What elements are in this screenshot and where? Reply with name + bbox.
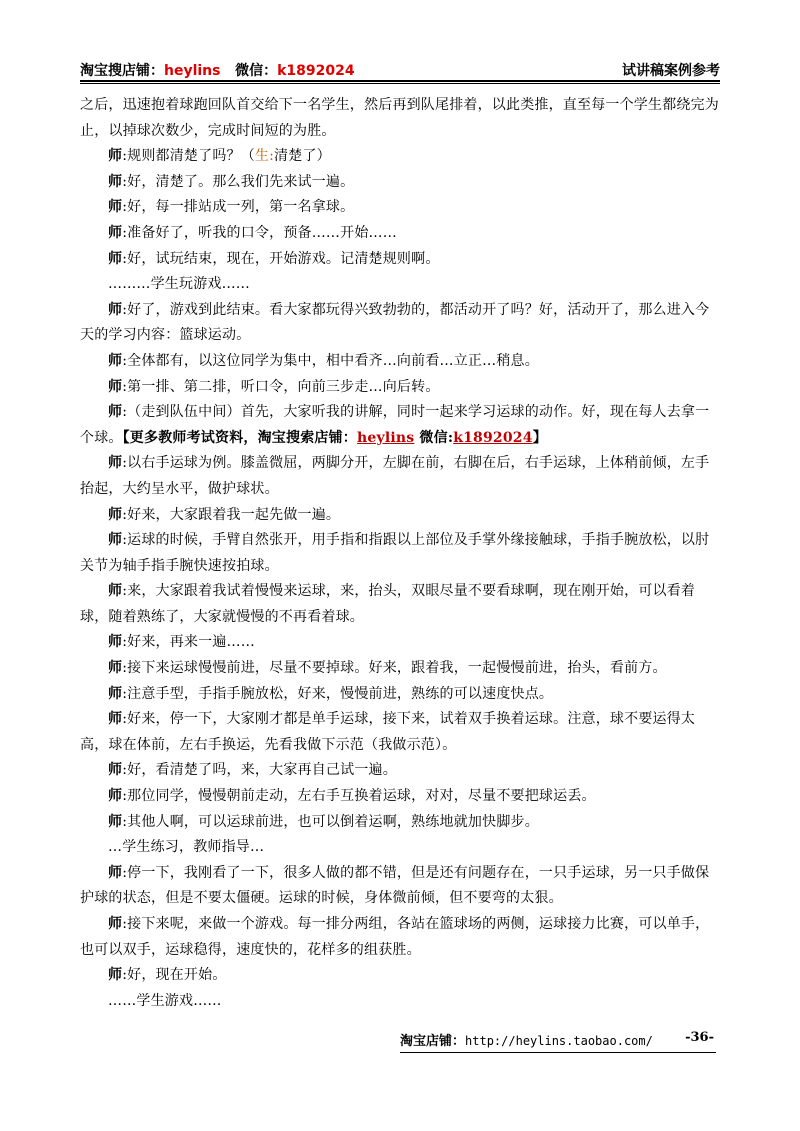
ad-wechat-link[interactable]: k1892024 — [453, 429, 533, 446]
page-number: -36- — [685, 1030, 714, 1045]
paragraph-text: :好了，游戏到此结束。看大家都玩得兴致勃勃的，都活动开了吗？好，活动开了，那么进入今天的学习内容：篮球运动。 — [80, 301, 710, 344]
footer-rule — [400, 1052, 716, 1053]
speaker-label: 师 — [108, 583, 123, 600]
paragraph — [80, 400, 720, 451]
paragraph — [80, 630, 720, 656]
paragraph-text: :好，试玩结束，现在，开始游戏。记清楚规则啊。 — [122, 250, 440, 267]
ad-text: 【更多教师考试资料，淘宝搜索店铺： — [122, 429, 358, 446]
paragraph — [80, 758, 720, 784]
paragraph-text: :规则都清楚了吗？（ — [122, 148, 255, 165]
paragraph-text: :好，现在开始。 — [122, 967, 227, 984]
paragraph — [80, 912, 720, 963]
paragraph — [80, 989, 720, 1015]
paragraph — [80, 861, 720, 912]
paragraph — [80, 298, 720, 349]
paragraph — [80, 835, 720, 861]
speaker-label: 师 — [108, 788, 123, 805]
speaker-label: 师 — [108, 455, 123, 472]
paragraph-text: :好，每一排站成一列，第一名拿球。 — [122, 199, 355, 216]
header-shop-info — [80, 60, 355, 80]
paragraph — [80, 93, 720, 144]
paragraph — [80, 656, 720, 682]
speaker-label: 师 — [108, 301, 123, 318]
header-wechat-label: 微信： — [235, 63, 278, 79]
paragraph-text: :那位同学，慢慢朝前走动，左右手互换着运球，对对，尽量不要把球运丢。 — [122, 788, 596, 805]
paragraph — [80, 144, 720, 170]
speaker-label: 师 — [108, 148, 123, 165]
student-label: 生: — [254, 148, 275, 165]
page-footer — [400, 1030, 720, 1050]
header-rule-thick — [80, 80, 720, 82]
ad-shop-link[interactable]: heylins — [357, 429, 415, 446]
paragraph-text: …学生练习，教师指导… — [108, 839, 265, 856]
paragraph-text: :接下来呢，来做一个游戏。每一排分两组，各站在篮球场的两侧，运球接力比赛，可以单手，也可以双手，运球稳得，速度快的，花样多的组获胜。 — [80, 916, 710, 958]
page-header — [80, 58, 720, 80]
ad-text: 微信: — [414, 429, 454, 446]
paragraph-text: :接下来运球慢慢前进，尽量不要掉球。好来，跟着我，一起慢慢前进，抬头，看前方。 — [122, 660, 667, 677]
paragraph — [80, 170, 720, 196]
speaker-label: 师 — [108, 634, 123, 651]
paragraph — [80, 451, 720, 502]
paragraph — [80, 528, 720, 579]
speaker-label: 师 — [108, 813, 123, 830]
paragraph-text: :以右手运球为例。膝盖微屈，两脚分开，左脚在前，右脚在后，右手运球，上体稍前倾，左手抬起，大约呈水平，做护球状。 — [80, 455, 710, 497]
paragraph — [80, 349, 720, 375]
paragraph-text: :全体都有，以这位同学为集中，相中看齐…向前看…立正…稍息。 — [122, 352, 539, 369]
header-shop-label: 淘宝搜店铺： — [80, 63, 164, 79]
paragraph — [80, 375, 720, 401]
speaker-label: 师 — [108, 967, 123, 984]
paragraph-text: ………学生玩游戏…… — [108, 276, 250, 293]
paragraph-text: :来，大家跟着我试着慢慢来运球，来，抬头，双眼尽量不要看球啊，现在刚开始，可以看着球，随着熟练了，大家就慢慢的不再看着球。 — [80, 583, 696, 625]
speaker-label: 师 — [108, 199, 123, 216]
paragraph-text: 之后，迅速抱着球跑回队首交给下一名学生，然后再到队尾排着，以此类推，直至每一个学生都绕完为止，以掉球次数少，完成时间短的为胜。 — [80, 97, 719, 139]
speaker-label: 师 — [108, 660, 123, 677]
paragraph — [80, 579, 720, 630]
speaker-label: 师 — [108, 378, 123, 395]
speaker-label: 师 — [108, 711, 123, 728]
paragraph-text: :好来，停一下，大家刚才都是单手运球，接下来，试着双手换着运球。注意，球不要运得太高，球在体前，左右手换运，先看我做下示范（我做示范）。 — [80, 711, 696, 753]
speaker-label: 师 — [108, 404, 123, 421]
paragraph-text: 清楚了） — [274, 148, 331, 165]
speaker-label: 师 — [108, 864, 123, 881]
speaker-label: 师 — [108, 762, 123, 779]
paragraph-text: ……学生游戏…… — [108, 992, 222, 1009]
paragraph-text: :好，清楚了。那么我们先来试一遍。 — [122, 173, 355, 190]
paragraph — [80, 195, 720, 221]
paragraph-text: :运球的时候，手臂自然张开，用手指和指跟以上部位及手掌外缘接触球，手指手腕放松，以肘关节为轴手指手腕快速按拍球。 — [80, 532, 710, 574]
header-rule-thin — [80, 83, 720, 84]
speaker-label: 师 — [108, 532, 123, 549]
paragraph — [80, 247, 720, 273]
paragraph — [80, 503, 720, 529]
header-wechat-id: k1892024 — [277, 63, 355, 79]
ad-text: 】 — [532, 429, 547, 446]
paragraph-text: :第一排、第二排，听口令，向前三步走…向后转。 — [122, 378, 440, 395]
paragraph — [80, 221, 720, 247]
footer-label: 淘宝店铺： — [400, 1034, 466, 1049]
speaker-label: 师 — [108, 685, 123, 702]
speaker-label: 师 — [108, 224, 123, 241]
paragraph-text: :停一下，我刚看了一下，很多人做的都不错，但是还有问题存在，一只手运球，另一只手做保护球的状态，但是不要太僵硬。运球的时候，身体微前倾，但不要弯的太狠。 — [80, 864, 710, 907]
paragraph — [80, 810, 720, 836]
paragraph-text: :注意手型，手指手腕放松，好来，慢慢前进，熟练的可以速度快点。 — [122, 685, 554, 702]
paragraph — [80, 682, 720, 708]
paragraph — [80, 707, 720, 758]
paragraph-text: :准备好了，听我的口令，预备……开始…… — [122, 224, 397, 241]
paragraph-text: :（走到队伍中间）首先，大家听我的讲解，同时一起来学习运球的动作。好，现在每人去拿一个球。 — [80, 404, 710, 446]
speaker-label: 师 — [108, 916, 123, 932]
speaker-label: 师 — [108, 173, 123, 190]
speaker-label: 师 — [108, 506, 123, 523]
header-title: 试讲稿案例参考 — [622, 63, 720, 79]
speaker-label: 师 — [108, 250, 123, 267]
paragraph-text: :其他人啊，可以运球前进，也可以倒着运啊，熟练地就加快脚步。 — [122, 813, 539, 830]
paragraph-text: :好来，再来一遍…… — [122, 634, 255, 651]
paragraph — [80, 784, 720, 810]
document-body — [80, 93, 720, 1014]
speaker-label: 师 — [108, 352, 123, 369]
footer-shop-link[interactable]: http://heylins.taobao.com/ — [465, 1034, 653, 1048]
paragraph — [80, 272, 720, 298]
paragraph — [80, 963, 720, 989]
header-shop-name: heylins — [164, 63, 221, 79]
paragraph-text: :好来，大家跟着我一起先做一遍。 — [122, 506, 341, 523]
paragraph-text: :好，看清楚了吗，来，大家再自己试一遍。 — [122, 762, 397, 779]
